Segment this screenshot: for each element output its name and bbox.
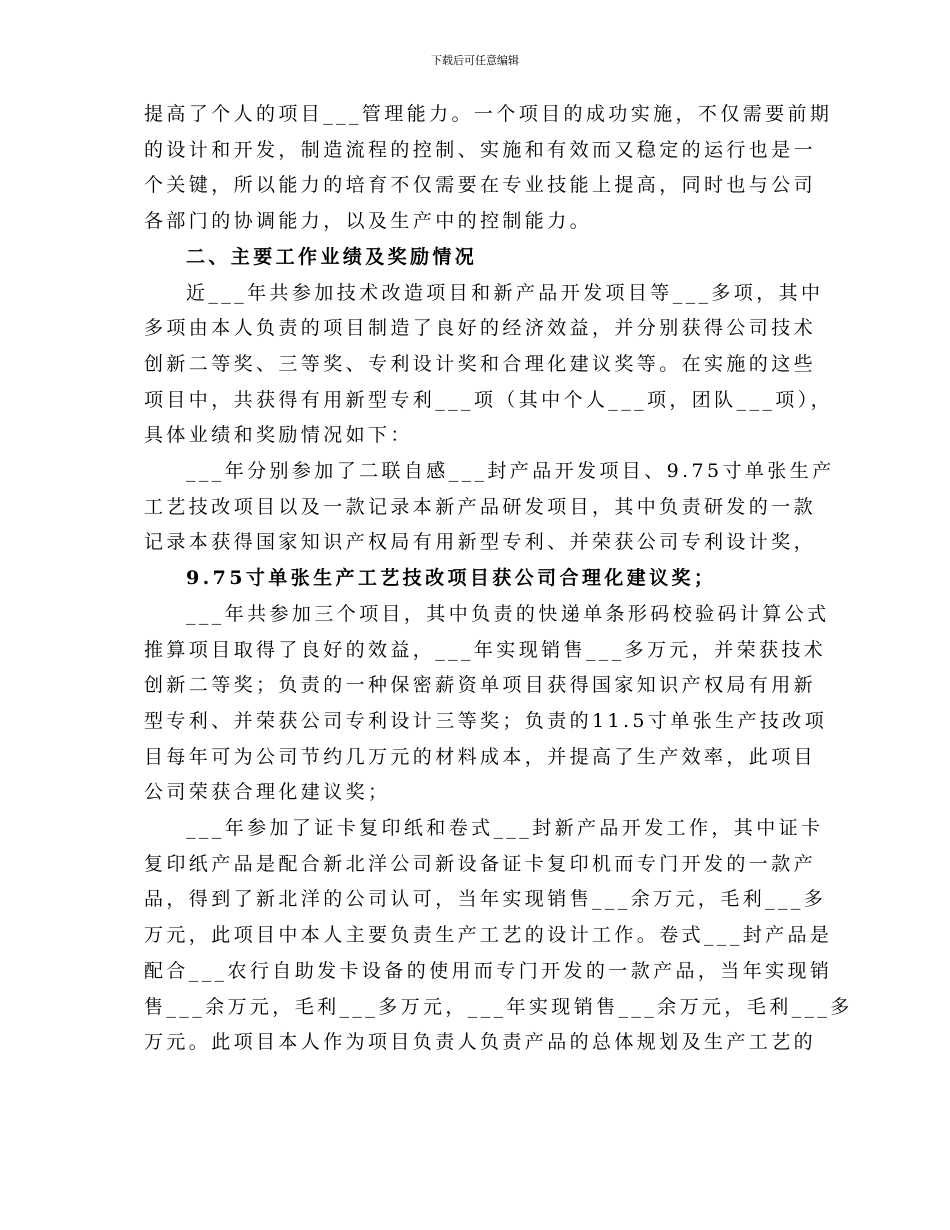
paragraph-line: 具体业绩和奖励情况如下： [144,424,413,447]
paragraph-line: 记录本获得国家知识产权局有用新型专利、并荣获公司专利设计奖， [144,531,817,554]
paragraph-line: 多项由本人负责的项目制造了良好的经济效益，并分别获得公司技术 [144,317,817,340]
paragraph-line: ___年参加了证卡复印纸和卷式___封新产品开发工作，其中证卡 [186,817,824,840]
page-header: 下载后可任意编辑 [431,54,519,67]
paragraph-line: 品，得到了新北洋的公司认可，当年实现销售___余万元，毛利___多 [144,888,827,911]
paragraph-line: 项目中，共获得有用新型专利___项（其中个人___项，团队___项）， [144,388,834,411]
paragraph-line: 创新二等奖、三等奖、专利设计奖和合理化建议奖等。在实施的这些 [144,352,817,375]
paragraph-line: ___年共参加三个项目，其中负责的快递单条形码校验码计算公式 [186,602,830,625]
document-body [144,97,853,1061]
section-heading: 二、主要工作业绩及奖励情况 [186,245,478,268]
paragraph-line: 近___年共参加技术改造项目和新产品开发项目等___多项，其中 [186,281,824,304]
paragraph-line: 目每年可为公司节约几万元的材料成本，并提高了生产效率，此项目 [144,745,817,768]
paragraph-line: 万元，此项目中本人主要负责生产工艺的设计工作。卷式___封产品是 [144,924,833,947]
paragraph-line: 售___余万元，毛利___多万元，___年实现销售___余万元，毛利___多 [144,995,853,1018]
paragraph-line: 配合___农行自助发卡设备的使用而专门开发的一款产品，当年实现销 [144,959,833,982]
paragraph-line: 的设计和开发，制造流程的控制、实施和有效而又稳定的运行也是一 [144,138,817,161]
paragraph-line: 工艺技改项目以及一款记录本新产品研发项目，其中负责研发的一款 [144,495,817,518]
paragraph-line: 公司荣获合理化建议奖； [144,781,391,804]
paragraph-line: ___年分别参加了二联自感___封产品开发项目、9.75寸单张生产 [186,460,835,483]
section-heading: 9.75寸单张生产工艺技改项目获公司合理化建议奖； [186,567,717,590]
paragraph-line: 推算项目取得了良好的效益，___年实现销售___多万元，并荣获技术 [144,638,827,661]
paragraph-line: 型专利、并荣获公司专利设计三等奖；负责的11.5寸单张生产技改项 [144,709,828,732]
paragraph-line: 提高了个人的项目___管理能力。一个项目的成功实施，不仅需要前期 [144,103,833,125]
paragraph-line: 创新二等奖；负责的一种保密薪资单项目获得国家知识产权局有用新 [144,674,817,697]
paragraph-line: 各部门的协调能力，以及生产中的控制能力。 [144,210,593,233]
paragraph-line: 复印纸产品是配合新北洋公司新设备证卡复印机而专门开发的一款产 [144,852,817,875]
paragraph-line: 个关键，所以能力的培育不仅需要在专业技能上提高，同时也与公司 [144,174,817,197]
paragraph-line: 万元。此项目本人作为项目负责人负责产品的总体规划及生产工艺的 [144,1031,817,1054]
